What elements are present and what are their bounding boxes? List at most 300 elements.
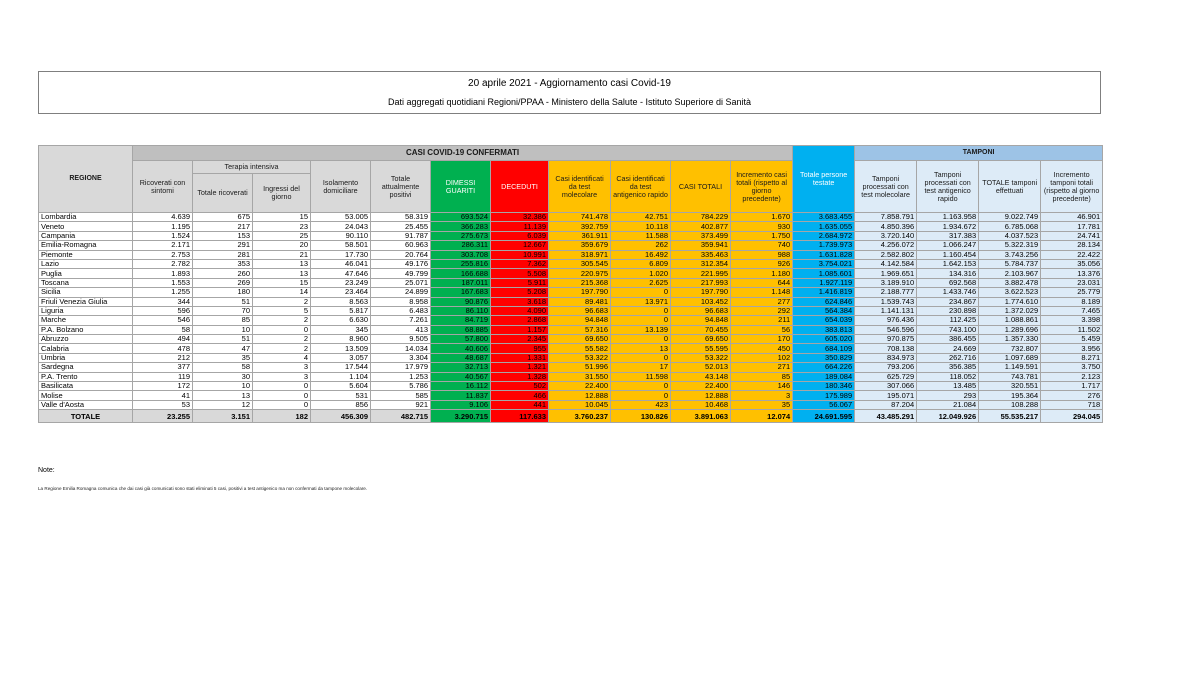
cell-casi-totali: 221.995: [671, 269, 731, 278]
header-regione: REGIONE: [39, 146, 133, 213]
cell-incremento-casi: 740: [731, 241, 793, 250]
cell-test-molecolare: 318.971: [549, 250, 611, 259]
cell-tamponi-totale: 5.322.319: [979, 241, 1041, 250]
cell-deceduti: 10.991: [491, 250, 549, 259]
cell-casi-totali: 335.463: [671, 250, 731, 259]
total-tamponi-molecolare: 43.485.291: [855, 410, 917, 423]
cell-ti-ingressi: 20: [253, 241, 311, 250]
cell-tamponi-totale: 195.364: [979, 391, 1041, 400]
cell-tamponi-incremento: 3.956: [1041, 344, 1103, 353]
cell-test-antigenico: 262: [611, 241, 671, 250]
cell-ti-ingressi: 25: [253, 231, 311, 240]
total-test-antigenico: 130.826: [611, 410, 671, 423]
cell-regione: Sardegna: [39, 363, 133, 372]
cell-incremento-casi: 988: [731, 250, 793, 259]
cell-tamponi-incremento: 46.901: [1041, 213, 1103, 222]
cell-isolamento: 58.501: [311, 241, 371, 250]
cell-ricoverati: 2.753: [133, 250, 193, 259]
cell-ti-totale: 51: [193, 297, 253, 306]
cell-test-antigenico: 13.971: [611, 297, 671, 306]
cell-tamponi-totale: 5.784.737: [979, 259, 1041, 268]
table-body: [39, 213, 1103, 410]
cell-persone-testate: 1.631.828: [793, 250, 855, 259]
cell-test-antigenico: 13.139: [611, 325, 671, 334]
cell-ti-ingressi: 0: [253, 382, 311, 391]
cell-tamponi-totale: 1.088.861: [979, 316, 1041, 325]
total-deceduti: 117.633: [491, 410, 549, 423]
cell-test-molecolare: 94.848: [549, 316, 611, 325]
cell-regione: Sicilia: [39, 288, 133, 297]
header-isolamento: Isolamento domiciliare: [311, 161, 371, 213]
cell-tamponi-incremento: 11.502: [1041, 325, 1103, 334]
cell-test-molecolare: 89.481: [549, 297, 611, 306]
cell-persone-testate: 1.635.055: [793, 222, 855, 231]
cell-test-molecolare: 392.759: [549, 222, 611, 231]
cell-deceduti: 2.345: [491, 335, 549, 344]
cell-deceduti: 32.386: [491, 213, 549, 222]
cell-tamponi-totale: 4.037.523: [979, 231, 1041, 240]
cell-isolamento: 17.730: [311, 250, 371, 259]
cell-tamponi-antigenico: 743.100: [917, 325, 979, 334]
total-regione: TOTALE: [39, 410, 133, 423]
cell-persone-testate: 2.684.972: [793, 231, 855, 240]
total-tamponi-totale: 55.535.217: [979, 410, 1041, 423]
cell-test-antigenico: 0: [611, 382, 671, 391]
cell-persone-testate: 1.739.973: [793, 241, 855, 250]
cell-ti-totale: 353: [193, 259, 253, 268]
cell-ti-ingressi: 23: [253, 222, 311, 231]
report-title: 20 aprile 2021 - Aggiornamento casi Covid-19: [468, 78, 671, 89]
cell-tamponi-antigenico: 13.485: [917, 382, 979, 391]
cell-test-molecolare: 741.478: [549, 213, 611, 222]
cell-tamponi-antigenico: 24.669: [917, 344, 979, 353]
cell-ricoverati: 494: [133, 335, 193, 344]
table-row: [39, 344, 1103, 353]
table-row: [39, 391, 1103, 400]
cell-tamponi-incremento: 23.031: [1041, 278, 1103, 287]
cell-positivi: 413: [371, 325, 431, 334]
cell-tamponi-molecolare: 195.071: [855, 391, 917, 400]
header-band-confirmed: CASI COVID-19 CONFERMATI: [133, 146, 793, 161]
cell-tamponi-totale: 732.807: [979, 344, 1041, 353]
cell-ti-ingressi: 15: [253, 278, 311, 287]
cell-regione: Puglia: [39, 269, 133, 278]
cell-tamponi-molecolare: 7.858.791: [855, 213, 917, 222]
cell-tamponi-molecolare: 1.969.651: [855, 269, 917, 278]
cell-tamponi-incremento: 5.459: [1041, 335, 1103, 344]
cell-isolamento: 24.043: [311, 222, 371, 231]
cell-tamponi-molecolare: 834.973: [855, 353, 917, 362]
cell-ti-totale: 269: [193, 278, 253, 287]
cell-dimessi: 693.524: [431, 213, 491, 222]
cell-tamponi-antigenico: 1.163.958: [917, 213, 979, 222]
cell-positivi: 60.963: [371, 241, 431, 250]
cell-casi-totali: 12.888: [671, 391, 731, 400]
cell-isolamento: 3.057: [311, 353, 371, 362]
header-dimessi: DIMESSI GUARITI: [431, 161, 491, 213]
cell-persone-testate: 3.754.021: [793, 259, 855, 268]
cell-regione: Calabria: [39, 344, 133, 353]
cell-ricoverati: 1.255: [133, 288, 193, 297]
cell-tamponi-molecolare: 708.138: [855, 344, 917, 353]
cell-casi-totali: 402.877: [671, 222, 731, 231]
cell-ricoverati: 2.782: [133, 259, 193, 268]
header-positivi: Totale attualmente positivi: [371, 161, 431, 213]
cell-tamponi-molecolare: 3.720.140: [855, 231, 917, 240]
cell-tamponi-antigenico: 1.066.247: [917, 241, 979, 250]
cell-tamponi-incremento: 22.422: [1041, 250, 1103, 259]
cell-tamponi-molecolare: 4.256.072: [855, 241, 917, 250]
cell-tamponi-incremento: 13.376: [1041, 269, 1103, 278]
cell-dimessi: 11.837: [431, 391, 491, 400]
cell-ti-totale: 58: [193, 363, 253, 372]
cell-ti-ingressi: 0: [253, 325, 311, 334]
cell-ti-ingressi: 13: [253, 259, 311, 268]
cell-ti-ingressi: 21: [253, 250, 311, 259]
cell-regione: Campania: [39, 231, 133, 240]
total-ti-ingressi: 182: [253, 410, 311, 423]
cell-test-molecolare: 55.582: [549, 344, 611, 353]
cell-tamponi-molecolare: 87.204: [855, 400, 917, 409]
header-test-molecolare: Casi identificati da test molecolare: [549, 161, 611, 213]
table-row: [39, 316, 1103, 325]
note-label: Note:: [38, 467, 55, 474]
cell-regione: P.A. Bolzano: [39, 325, 133, 334]
cell-tamponi-incremento: 35.056: [1041, 259, 1103, 268]
cell-casi-totali: 94.848: [671, 316, 731, 325]
cell-ti-totale: 291: [193, 241, 253, 250]
cell-persone-testate: 180.346: [793, 382, 855, 391]
cell-ti-ingressi: 2: [253, 335, 311, 344]
cell-casi-totali: 217.993: [671, 278, 731, 287]
total-tamponi-incremento: 294.045: [1041, 410, 1103, 423]
cell-ti-totale: 153: [193, 231, 253, 240]
header-persone-testate: Totale persone testate: [793, 146, 855, 213]
cell-tamponi-incremento: 28.134: [1041, 241, 1103, 250]
cell-tamponi-incremento: 8.189: [1041, 297, 1103, 306]
cell-deceduti: 502: [491, 382, 549, 391]
cell-incremento-casi: 926: [731, 259, 793, 268]
cell-incremento-casi: 450: [731, 344, 793, 353]
cell-ti-totale: 10: [193, 382, 253, 391]
cell-tamponi-incremento: 17.781: [1041, 222, 1103, 231]
table-row: [39, 325, 1103, 334]
header-incremento-casi: Incremento casi totali (rispetto al giorno precedente): [731, 161, 793, 213]
cell-incremento-casi: 35: [731, 400, 793, 409]
cell-regione: Liguria: [39, 306, 133, 315]
cell-deceduti: 4.090: [491, 306, 549, 315]
cell-test-molecolare: 215.368: [549, 278, 611, 287]
cell-ti-ingressi: 3: [253, 363, 311, 372]
header-band-tamponi: TAMPONI: [855, 146, 1103, 161]
cell-test-antigenico: 11.588: [611, 231, 671, 240]
header-ti-ingressi: Ingressi del giorno: [253, 174, 311, 213]
cell-persone-testate: 605.020: [793, 335, 855, 344]
cell-casi-totali: 373.499: [671, 231, 731, 240]
cell-ti-totale: 260: [193, 269, 253, 278]
cell-incremento-casi: 1.750: [731, 231, 793, 240]
cell-dimessi: 90.876: [431, 297, 491, 306]
cell-ti-ingressi: 3: [253, 372, 311, 381]
cell-casi-totali: 69.650: [671, 335, 731, 344]
table-row: [39, 353, 1103, 362]
cell-tamponi-antigenico: 356.385: [917, 363, 979, 372]
cell-tamponi-antigenico: 317.383: [917, 231, 979, 240]
cell-test-antigenico: 16.492: [611, 250, 671, 259]
table-row: [39, 241, 1103, 250]
cell-test-molecolare: 305.545: [549, 259, 611, 268]
cell-tamponi-incremento: 718: [1041, 400, 1103, 409]
cell-tamponi-molecolare: 546.596: [855, 325, 917, 334]
cell-ti-totale: 281: [193, 250, 253, 259]
table-row: [39, 372, 1103, 381]
cell-regione: Lombardia: [39, 213, 133, 222]
cell-deceduti: 12.667: [491, 241, 549, 250]
cell-ricoverati: 119: [133, 372, 193, 381]
cell-test-molecolare: 361.911: [549, 231, 611, 240]
cell-positivi: 5.786: [371, 382, 431, 391]
cell-regione: Valle d'Aosta: [39, 400, 133, 409]
cell-ti-totale: 70: [193, 306, 253, 315]
cell-positivi: 49.799: [371, 269, 431, 278]
report-subtitle: Dati aggregati quotidiani Regioni/PPAA - Ministero della Salute - Istituto Superiore di Sanità: [387, 97, 752, 107]
cell-persone-testate: 175.989: [793, 391, 855, 400]
cell-persone-testate: 564.384: [793, 306, 855, 315]
cell-isolamento: 17.544: [311, 363, 371, 372]
cell-deceduti: 3.618: [491, 297, 549, 306]
cell-persone-testate: 56.067: [793, 400, 855, 409]
cell-dimessi: 40.606: [431, 344, 491, 353]
cell-incremento-casi: 85: [731, 372, 793, 381]
cell-isolamento: 531: [311, 391, 371, 400]
cell-dimessi: 9.106: [431, 400, 491, 409]
cell-tamponi-totale: 1.289.696: [979, 325, 1041, 334]
cell-incremento-casi: 1.148: [731, 288, 793, 297]
cell-test-molecolare: 96.683: [549, 306, 611, 315]
cell-persone-testate: 1.927.119: [793, 278, 855, 287]
cell-deceduti: 1.328: [491, 372, 549, 381]
cell-regione: Marche: [39, 316, 133, 325]
cell-positivi: 25.455: [371, 222, 431, 231]
header-tamponi-totale: TOTALE tamponi effettuati: [979, 161, 1041, 213]
cell-tamponi-antigenico: 1.160.454: [917, 250, 979, 259]
cell-tamponi-totale: 1.372.029: [979, 306, 1041, 315]
cell-test-antigenico: 2.625: [611, 278, 671, 287]
cell-ti-ingressi: 2: [253, 297, 311, 306]
cell-deceduti: 2.868: [491, 316, 549, 325]
cell-incremento-casi: 3: [731, 391, 793, 400]
cell-tamponi-totale: 1.149.591: [979, 363, 1041, 372]
cell-test-antigenico: 423: [611, 400, 671, 409]
cell-ricoverati: 596: [133, 306, 193, 315]
totals-row: [39, 410, 1103, 423]
cell-test-antigenico: 11.598: [611, 372, 671, 381]
cell-ricoverati: 58: [133, 325, 193, 334]
cell-isolamento: 5.817: [311, 306, 371, 315]
cell-ti-ingressi: 4: [253, 353, 311, 362]
cell-isolamento: 856: [311, 400, 371, 409]
cell-tamponi-incremento: 25.779: [1041, 288, 1103, 297]
cell-dimessi: 40.567: [431, 372, 491, 381]
table-row: [39, 363, 1103, 372]
cell-ricoverati: 1.195: [133, 222, 193, 231]
total-test-molecolare: 3.760.237: [549, 410, 611, 423]
cell-tamponi-molecolare: 2.582.802: [855, 250, 917, 259]
cell-tamponi-totale: 3.743.256: [979, 250, 1041, 259]
cell-tamponi-molecolare: 1.141.131: [855, 306, 917, 315]
cell-tamponi-totale: 3.622.523: [979, 288, 1041, 297]
cell-tamponi-totale: 320.551: [979, 382, 1041, 391]
cell-test-antigenico: 1.020: [611, 269, 671, 278]
total-ti-totale: 3.151: [193, 410, 253, 423]
cell-dimessi: 84.719: [431, 316, 491, 325]
table-row: [39, 335, 1103, 344]
cell-tamponi-incremento: 276: [1041, 391, 1103, 400]
cell-tamponi-molecolare: 793.206: [855, 363, 917, 372]
cell-positivi: 8.958: [371, 297, 431, 306]
cell-regione: Basilicata: [39, 382, 133, 391]
cell-isolamento: 6.630: [311, 316, 371, 325]
cell-positivi: 9.505: [371, 335, 431, 344]
cell-test-antigenico: 0: [611, 306, 671, 315]
cell-ricoverati: 1.524: [133, 231, 193, 240]
cell-tamponi-incremento: 7.465: [1041, 306, 1103, 315]
cell-regione: Abruzzo: [39, 335, 133, 344]
cell-deceduti: 5.208: [491, 288, 549, 297]
total-incremento-casi: 12.074: [731, 410, 793, 423]
cell-tamponi-totale: 1.774.610: [979, 297, 1041, 306]
cell-deceduti: 5.508: [491, 269, 549, 278]
cell-test-molecolare: 69.650: [549, 335, 611, 344]
cell-tamponi-molecolare: 4.142.584: [855, 259, 917, 268]
cell-incremento-casi: 644: [731, 278, 793, 287]
cell-dimessi: 48.687: [431, 353, 491, 362]
cell-ti-totale: 47: [193, 344, 253, 353]
cell-isolamento: 90.110: [311, 231, 371, 240]
cell-persone-testate: 654.039: [793, 316, 855, 325]
cell-tamponi-antigenico: 134.316: [917, 269, 979, 278]
cell-dimessi: 16.112: [431, 382, 491, 391]
cell-incremento-casi: 271: [731, 363, 793, 372]
cell-test-antigenico: 0: [611, 391, 671, 400]
cell-deceduti: 466: [491, 391, 549, 400]
cell-persone-testate: 624.846: [793, 297, 855, 306]
cell-ricoverati: 172: [133, 382, 193, 391]
total-tamponi-antigenico: 12.049.926: [917, 410, 979, 423]
cell-casi-totali: 52.013: [671, 363, 731, 372]
cell-positivi: 58.319: [371, 213, 431, 222]
cell-dimessi: 166.688: [431, 269, 491, 278]
cell-dimessi: 86.110: [431, 306, 491, 315]
cell-positivi: 25.071: [371, 278, 431, 287]
cell-casi-totali: 55.595: [671, 344, 731, 353]
cell-dimessi: 32.713: [431, 363, 491, 372]
table-row: [39, 231, 1103, 240]
cell-casi-totali: 312.354: [671, 259, 731, 268]
cell-tamponi-molecolare: 625.729: [855, 372, 917, 381]
cell-positivi: 921: [371, 400, 431, 409]
cell-deceduti: 955: [491, 344, 549, 353]
cell-positivi: 6.483: [371, 306, 431, 315]
cell-tamponi-incremento: 3.398: [1041, 316, 1103, 325]
cell-tamponi-incremento: 8.271: [1041, 353, 1103, 362]
table-row: [39, 278, 1103, 287]
cell-ricoverati: 41: [133, 391, 193, 400]
cell-tamponi-antigenico: 230.898: [917, 306, 979, 315]
total-positivi: 482.715: [371, 410, 431, 423]
cell-tamponi-molecolare: 4.850.396: [855, 222, 917, 231]
cell-ti-ingressi: 14: [253, 288, 311, 297]
cell-persone-testate: 350.829: [793, 353, 855, 362]
cell-regione: Lazio: [39, 259, 133, 268]
cell-ti-totale: 30: [193, 372, 253, 381]
cell-tamponi-totale: 108.288: [979, 400, 1041, 409]
table-row: [39, 250, 1103, 259]
cell-deceduti: 7.362: [491, 259, 549, 268]
cell-casi-totali: 53.322: [671, 353, 731, 362]
cell-tamponi-totale: 743.781: [979, 372, 1041, 381]
cell-test-antigenico: 0: [611, 316, 671, 325]
table-row: [39, 306, 1103, 315]
cell-isolamento: 345: [311, 325, 371, 334]
total-dimessi: 3.290.715: [431, 410, 491, 423]
cell-ti-totale: 12: [193, 400, 253, 409]
cell-isolamento: 13.509: [311, 344, 371, 353]
cell-test-antigenico: 42.751: [611, 213, 671, 222]
cell-deceduti: 441: [491, 400, 549, 409]
cell-isolamento: 47.646: [311, 269, 371, 278]
cell-ricoverati: 478: [133, 344, 193, 353]
cell-tamponi-antigenico: 234.867: [917, 297, 979, 306]
cell-ti-ingressi: 5: [253, 306, 311, 315]
cell-deceduti: 1.321: [491, 363, 549, 372]
cell-casi-totali: 43.148: [671, 372, 731, 381]
cell-test-antigenico: 0: [611, 335, 671, 344]
header-tamponi-incremento: Incremento tamponi totali (rispetto al giorno precedente): [1041, 161, 1103, 213]
cell-isolamento: 8.563: [311, 297, 371, 306]
cell-positivi: 3.304: [371, 353, 431, 362]
cell-tamponi-totale: 9.022.749: [979, 213, 1041, 222]
total-persone-testate: 24.691.595: [793, 410, 855, 423]
cell-tamponi-totale: 1.097.689: [979, 353, 1041, 362]
table-row: [39, 259, 1103, 268]
table-row: [39, 269, 1103, 278]
cell-test-molecolare: 51.996: [549, 363, 611, 372]
cell-ti-totale: 675: [193, 213, 253, 222]
cell-ricoverati: 4.639: [133, 213, 193, 222]
cell-incremento-casi: 170: [731, 335, 793, 344]
header-deceduti: DECEDUTI: [491, 161, 549, 213]
cell-test-antigenico: 17: [611, 363, 671, 372]
report-title-box: [38, 71, 1101, 114]
cell-tamponi-totale: 6.785.068: [979, 222, 1041, 231]
cell-ti-totale: 13: [193, 391, 253, 400]
cell-test-antigenico: 13: [611, 344, 671, 353]
cell-test-molecolare: 359.679: [549, 241, 611, 250]
cell-positivi: 585: [371, 391, 431, 400]
cell-ti-totale: 35: [193, 353, 253, 362]
cell-deceduti: 6.039: [491, 231, 549, 240]
cell-isolamento: 8.960: [311, 335, 371, 344]
cell-persone-testate: 383.813: [793, 325, 855, 334]
cell-regione: Molise: [39, 391, 133, 400]
cell-tamponi-antigenico: 21.084: [917, 400, 979, 409]
cell-ti-totale: 51: [193, 335, 253, 344]
cell-casi-totali: 10.468: [671, 400, 731, 409]
cell-regione: Friuli Venezia Giulia: [39, 297, 133, 306]
header-tamponi-antigenico: Tamponi processati con test antigenico rapido: [917, 161, 979, 213]
cell-test-antigenico: 10.118: [611, 222, 671, 231]
